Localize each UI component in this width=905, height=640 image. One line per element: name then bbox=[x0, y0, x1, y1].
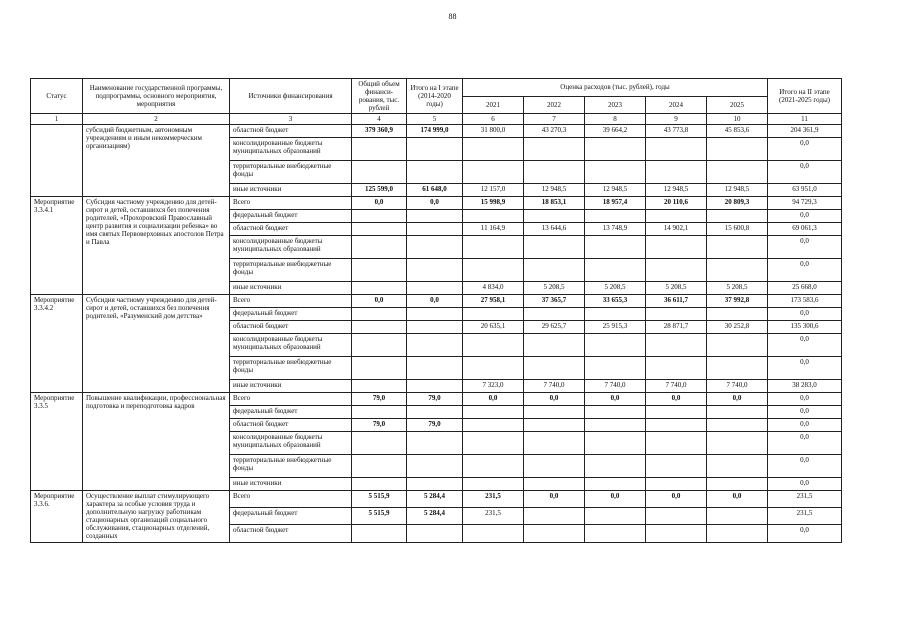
stage2-total-cell: 0,0 bbox=[768, 478, 842, 491]
year-value-cell bbox=[707, 259, 768, 282]
year-value-cell bbox=[463, 210, 524, 223]
source-cell: иные источники bbox=[230, 478, 352, 491]
year-value-cell bbox=[707, 432, 768, 455]
stage2-total-cell: 94 729,3 bbox=[768, 197, 842, 210]
table-row bbox=[31, 491, 842, 508]
stage2-total-cell: 0,0 bbox=[768, 161, 842, 184]
stage2-total-cell: 69 061,3 bbox=[768, 223, 842, 236]
year-value-cell bbox=[585, 138, 646, 161]
stage1-cell: 0,0 bbox=[407, 295, 463, 308]
source-cell: федеральный бюджет bbox=[230, 406, 352, 419]
year-value-cell: 13 644,6 bbox=[524, 223, 585, 236]
year-value-cell: 12 948,5 bbox=[524, 184, 585, 197]
stage1-cell bbox=[407, 259, 463, 282]
source-cell: Всего bbox=[230, 491, 352, 508]
source-cell: территориальные внебюджетные фонды bbox=[230, 357, 352, 380]
year-value-cell: 45 853,6 bbox=[707, 125, 768, 138]
year-value-cell: 25 915,3 bbox=[585, 321, 646, 334]
year-value-cell bbox=[707, 406, 768, 419]
year-value-cell bbox=[463, 259, 524, 282]
year-value-cell: 43 773,8 bbox=[646, 125, 707, 138]
table-header bbox=[31, 79, 842, 125]
year-value-cell bbox=[524, 525, 585, 542]
year-value-cell bbox=[707, 419, 768, 432]
table-row bbox=[31, 295, 842, 308]
year-value-cell: 15 998,9 bbox=[463, 197, 524, 210]
year-value-cell bbox=[707, 508, 768, 525]
page-number: 88 bbox=[448, 12, 457, 21]
year-value-cell bbox=[707, 236, 768, 259]
year-value-cell: 0,0 bbox=[463, 393, 524, 406]
year-value-cell bbox=[585, 406, 646, 419]
column-index: 3 bbox=[230, 114, 352, 125]
source-cell: федеральный бюджет bbox=[230, 308, 352, 321]
source-cell: иные источники bbox=[230, 380, 352, 393]
year-value-cell bbox=[707, 455, 768, 478]
total-volume-cell: 79,0 bbox=[352, 419, 407, 432]
year-value-cell bbox=[585, 236, 646, 259]
program-name-cell: Повышение квалификации, профессиональная подготовка и переподготовка кадров bbox=[83, 393, 230, 491]
budget-table bbox=[30, 78, 842, 543]
stage1-cell: 79,0 bbox=[407, 393, 463, 406]
year-value-cell bbox=[463, 419, 524, 432]
year-value-cell bbox=[463, 334, 524, 357]
year-value-cell bbox=[585, 419, 646, 432]
stage2-total-cell: 0,0 bbox=[768, 259, 842, 282]
total-volume-cell bbox=[352, 321, 407, 334]
stage2-total-cell: 0,0 bbox=[768, 308, 842, 321]
stage2-total-cell: 0,0 bbox=[768, 525, 842, 542]
year-value-cell: 0,0 bbox=[707, 393, 768, 406]
year-value-cell: 7 323,0 bbox=[463, 380, 524, 393]
year-value-cell bbox=[463, 478, 524, 491]
year-value-cell bbox=[707, 334, 768, 357]
col-total-volume: Общий объем финанси-рования, тыс. рублей bbox=[352, 79, 407, 114]
year-value-cell: 12 948,5 bbox=[585, 184, 646, 197]
year-value-cell: 0,0 bbox=[646, 393, 707, 406]
stage2-total-cell: 0,0 bbox=[768, 432, 842, 455]
year-value-cell bbox=[524, 308, 585, 321]
stage1-cell: 61 648,0 bbox=[407, 184, 463, 197]
source-cell: Всего bbox=[230, 197, 352, 210]
year-value-cell: 7 740,0 bbox=[585, 380, 646, 393]
table-body bbox=[31, 125, 842, 542]
year-value-cell bbox=[524, 161, 585, 184]
total-volume-cell bbox=[352, 357, 407, 380]
stage2-total-cell: 135 300,6 bbox=[768, 321, 842, 334]
stage1-cell: 5 284,4 bbox=[407, 491, 463, 508]
year-value-cell: 33 655,3 bbox=[585, 295, 646, 308]
source-cell: областной бюджет bbox=[230, 419, 352, 432]
year-value-cell bbox=[524, 419, 585, 432]
total-volume-cell bbox=[352, 223, 407, 236]
year-value-cell bbox=[524, 478, 585, 491]
year-value-cell: 0,0 bbox=[585, 491, 646, 508]
year-value-cell: 7 740,0 bbox=[646, 380, 707, 393]
total-volume-cell: 0,0 bbox=[352, 295, 407, 308]
year-value-cell bbox=[646, 525, 707, 542]
year-value-cell bbox=[585, 508, 646, 525]
col-name: Наименование государственной программы, подпрограммы, основного мероприятия, мероприятия bbox=[83, 79, 230, 114]
year-value-cell: 43 270,3 bbox=[524, 125, 585, 138]
year-value-cell bbox=[463, 236, 524, 259]
stage2-total-cell: 63 951,0 bbox=[768, 184, 842, 197]
year-value-cell bbox=[524, 334, 585, 357]
year-value-cell: 12 157,0 bbox=[463, 184, 524, 197]
column-index: 6 bbox=[463, 114, 524, 125]
stage2-total-cell: 25 668,0 bbox=[768, 282, 842, 295]
year-value-cell: 15 600,8 bbox=[707, 223, 768, 236]
year-value-cell: 0,0 bbox=[524, 491, 585, 508]
source-cell: иные источники bbox=[230, 184, 352, 197]
stage2-total-cell: 0,0 bbox=[768, 334, 842, 357]
year-value-cell bbox=[463, 406, 524, 419]
year-value-cell bbox=[585, 525, 646, 542]
source-cell: консолидированные бюджеты муниципальных образований bbox=[230, 236, 352, 259]
year-value-cell bbox=[585, 357, 646, 380]
year-value-cell bbox=[707, 210, 768, 223]
year-value-cell bbox=[463, 308, 524, 321]
year-value-cell: 0,0 bbox=[585, 393, 646, 406]
year-value-cell bbox=[524, 138, 585, 161]
year-value-cell bbox=[463, 138, 524, 161]
stage2-total-cell: 0,0 bbox=[768, 406, 842, 419]
year-value-cell bbox=[524, 357, 585, 380]
year-value-cell bbox=[707, 357, 768, 380]
total-volume-cell bbox=[352, 282, 407, 295]
total-volume-cell: 0,0 bbox=[352, 197, 407, 210]
stage1-cell bbox=[407, 406, 463, 419]
total-volume-cell: 379 360,9 bbox=[352, 125, 407, 138]
stage1-cell bbox=[407, 334, 463, 357]
column-index: 9 bbox=[646, 114, 707, 125]
total-volume-cell: 5 515,9 bbox=[352, 508, 407, 525]
source-cell: Всего bbox=[230, 295, 352, 308]
year-value-cell bbox=[646, 478, 707, 491]
year-value-cell: 5 208,5 bbox=[646, 282, 707, 295]
year-value-cell: 231,5 bbox=[463, 508, 524, 525]
total-volume-cell bbox=[352, 478, 407, 491]
year-value-cell: 20 635,1 bbox=[463, 321, 524, 334]
year-value-cell bbox=[646, 210, 707, 223]
year-value-cell bbox=[585, 308, 646, 321]
stage1-cell bbox=[407, 380, 463, 393]
status-cell bbox=[31, 125, 83, 197]
year-value-cell: 27 958,1 bbox=[463, 295, 524, 308]
stage1-cell bbox=[407, 282, 463, 295]
col-year: 2023 bbox=[585, 96, 646, 114]
source-cell: Всего bbox=[230, 393, 352, 406]
total-volume-cell bbox=[352, 380, 407, 393]
stage1-cell bbox=[407, 138, 463, 161]
year-value-cell: 5 208,5 bbox=[524, 282, 585, 295]
column-index: 5 bbox=[407, 114, 463, 125]
stage1-cell bbox=[407, 432, 463, 455]
column-index: 4 bbox=[352, 114, 407, 125]
status-cell: Мероприятие 3.3.6. bbox=[31, 491, 83, 542]
column-index: 7 bbox=[524, 114, 585, 125]
year-value-cell: 18 957,4 bbox=[585, 197, 646, 210]
stage1-cell bbox=[407, 161, 463, 184]
source-cell: областной бюджет bbox=[230, 223, 352, 236]
total-volume-cell bbox=[352, 308, 407, 321]
col-stage2: Итого на II этапе (2021-2025 годы) bbox=[768, 79, 842, 114]
stage1-cell bbox=[407, 236, 463, 259]
year-value-cell bbox=[646, 161, 707, 184]
stage2-total-cell: 0,0 bbox=[768, 357, 842, 380]
total-volume-cell bbox=[352, 138, 407, 161]
stage1-cell bbox=[407, 308, 463, 321]
year-value-cell: 4 834,0 bbox=[463, 282, 524, 295]
total-volume-cell bbox=[352, 432, 407, 455]
column-index: 8 bbox=[585, 114, 646, 125]
stage1-cell: 79,0 bbox=[407, 419, 463, 432]
stage2-total-cell: 204 361,9 bbox=[768, 125, 842, 138]
source-cell: областной бюджет bbox=[230, 321, 352, 334]
stage2-total-cell: 0,0 bbox=[768, 210, 842, 223]
year-value-cell bbox=[707, 478, 768, 491]
year-value-cell: 31 800,0 bbox=[463, 125, 524, 138]
stage1-cell bbox=[407, 357, 463, 380]
stage2-total-cell: 231,5 bbox=[768, 508, 842, 525]
stage1-cell bbox=[407, 223, 463, 236]
year-value-cell: 12 948,5 bbox=[646, 184, 707, 197]
column-index: 2 bbox=[83, 114, 230, 125]
col-year: 2021 bbox=[463, 96, 524, 114]
year-value-cell bbox=[646, 357, 707, 380]
source-cell: иные источники bbox=[230, 282, 352, 295]
year-value-cell bbox=[585, 455, 646, 478]
program-name-cell: Осуществление выплат стимулирующего характера за особые условия труда и дополнительную нагрузку работникам стационарных организаций социального обслуживания, стационарных отделений, созданных bbox=[83, 491, 230, 542]
total-volume-cell bbox=[352, 334, 407, 357]
year-value-cell: 37 992,8 bbox=[707, 295, 768, 308]
year-value-cell bbox=[524, 508, 585, 525]
total-volume-cell: 125 599,0 bbox=[352, 184, 407, 197]
year-value-cell bbox=[646, 308, 707, 321]
year-value-cell: 28 871,7 bbox=[646, 321, 707, 334]
total-volume-cell bbox=[352, 236, 407, 259]
col-status: Статус bbox=[31, 79, 83, 114]
year-value-cell: 231,5 bbox=[463, 491, 524, 508]
year-value-cell bbox=[646, 432, 707, 455]
source-cell: территориальные внебюджетные фонды bbox=[230, 161, 352, 184]
status-cell: Мероприятие 3.3.5 bbox=[31, 393, 83, 491]
year-value-cell: 7 740,0 bbox=[524, 380, 585, 393]
year-value-cell bbox=[646, 138, 707, 161]
year-value-cell: 14 902,1 bbox=[646, 223, 707, 236]
year-value-cell bbox=[585, 478, 646, 491]
year-value-cell bbox=[585, 259, 646, 282]
year-value-cell: 36 611,7 bbox=[646, 295, 707, 308]
total-volume-cell bbox=[352, 406, 407, 419]
total-volume-cell bbox=[352, 525, 407, 542]
year-value-cell bbox=[707, 161, 768, 184]
column-index: 10 bbox=[707, 114, 768, 125]
year-value-cell: 0,0 bbox=[646, 491, 707, 508]
year-value-cell bbox=[646, 419, 707, 432]
year-value-cell: 30 252,8 bbox=[707, 321, 768, 334]
col-stage1: Итого на I этапе (2014-2020 годы) bbox=[407, 79, 463, 114]
source-cell: территориальные внебюджетные фонды bbox=[230, 259, 352, 282]
year-value-cell: 11 164,9 bbox=[463, 223, 524, 236]
year-value-cell: 37 365,7 bbox=[524, 295, 585, 308]
table-row bbox=[31, 125, 842, 138]
year-value-cell bbox=[585, 161, 646, 184]
stage1-cell bbox=[407, 455, 463, 478]
year-value-cell bbox=[646, 508, 707, 525]
stage1-cell bbox=[407, 210, 463, 223]
year-value-cell bbox=[524, 406, 585, 419]
table-row bbox=[31, 393, 842, 406]
column-index: 1 bbox=[31, 114, 83, 125]
total-volume-cell bbox=[352, 210, 407, 223]
year-value-cell bbox=[707, 525, 768, 542]
source-cell: областной бюджет bbox=[230, 525, 352, 542]
column-index: 11 bbox=[768, 114, 842, 125]
year-value-cell bbox=[646, 334, 707, 357]
year-value-cell bbox=[524, 259, 585, 282]
total-volume-cell bbox=[352, 161, 407, 184]
year-value-cell bbox=[646, 259, 707, 282]
year-value-cell: 5 208,5 bbox=[707, 282, 768, 295]
column-index-row bbox=[31, 114, 842, 125]
col-year: 2025 bbox=[707, 96, 768, 114]
year-value-cell: 5 208,5 bbox=[585, 282, 646, 295]
source-cell: федеральный бюджет bbox=[230, 508, 352, 525]
year-value-cell: 13 748,9 bbox=[585, 223, 646, 236]
status-cell: Мероприятие 3.3.4.1 bbox=[31, 197, 83, 295]
year-value-cell bbox=[585, 210, 646, 223]
year-value-cell bbox=[463, 525, 524, 542]
status-cell: Мероприятие 3.3.4.2 bbox=[31, 295, 83, 393]
year-value-cell: 12 948,5 bbox=[707, 184, 768, 197]
year-value-cell: 29 625,7 bbox=[524, 321, 585, 334]
year-value-cell: 0,0 bbox=[707, 491, 768, 508]
year-value-cell: 0,0 bbox=[524, 393, 585, 406]
year-value-cell bbox=[646, 236, 707, 259]
year-value-cell bbox=[524, 236, 585, 259]
source-cell: консолидированные бюджеты муниципальных образований bbox=[230, 432, 352, 455]
stage2-total-cell: 0,0 bbox=[768, 236, 842, 259]
year-value-cell bbox=[707, 308, 768, 321]
year-value-cell bbox=[463, 455, 524, 478]
year-value-cell bbox=[707, 138, 768, 161]
source-cell: консолидированные бюджеты муниципальных образований bbox=[230, 138, 352, 161]
year-value-cell bbox=[646, 406, 707, 419]
source-cell: консолидированные бюджеты муниципальных образований bbox=[230, 334, 352, 357]
source-cell: федеральный бюджет bbox=[230, 210, 352, 223]
stage2-total-cell: 0,0 bbox=[768, 393, 842, 406]
stage1-cell: 5 284,4 bbox=[407, 508, 463, 525]
year-value-cell bbox=[585, 432, 646, 455]
year-value-cell: 7 740,0 bbox=[707, 380, 768, 393]
stage1-cell: 174 999,0 bbox=[407, 125, 463, 138]
program-name-cell: Субсидия частному учреждению для детей-сирот и детей, оставшихся без попечения родителей, «Прохоровский Православный центр развития и социализации ребенка» во имя святых Первоверховных апостолов Петра и Павла bbox=[83, 197, 230, 295]
year-value-cell: 20 110,6 bbox=[646, 197, 707, 210]
year-value-cell bbox=[463, 432, 524, 455]
year-value-cell bbox=[646, 455, 707, 478]
year-value-cell bbox=[463, 161, 524, 184]
col-year: 2024 bbox=[646, 96, 707, 114]
stage2-total-cell: 0,0 bbox=[768, 455, 842, 478]
year-value-cell bbox=[524, 432, 585, 455]
col-sources: Источники финансирования bbox=[230, 79, 352, 114]
total-volume-cell bbox=[352, 455, 407, 478]
stage2-total-cell: 0,0 bbox=[768, 138, 842, 161]
col-estimate: Оценка расходов (тыс. рублей), годы bbox=[463, 79, 768, 97]
total-volume-cell: 79,0 bbox=[352, 393, 407, 406]
year-value-cell: 20 809,3 bbox=[707, 197, 768, 210]
stage2-total-cell: 173 583,6 bbox=[768, 295, 842, 308]
total-volume-cell: 5 515,9 bbox=[352, 491, 407, 508]
source-cell: областной бюджет bbox=[230, 125, 352, 138]
year-value-cell bbox=[585, 334, 646, 357]
stage1-cell bbox=[407, 525, 463, 542]
stage2-total-cell: 231,5 bbox=[768, 491, 842, 508]
year-value-cell bbox=[524, 455, 585, 478]
col-year: 2022 bbox=[524, 96, 585, 114]
source-cell: территориальные внебюджетные фонды bbox=[230, 455, 352, 478]
stage1-cell bbox=[407, 478, 463, 491]
year-value-cell: 18 853,1 bbox=[524, 197, 585, 210]
total-volume-cell bbox=[352, 259, 407, 282]
program-name-cell: субсидий бюджетным, автономным учреждениям и иным некоммерческим организациям) bbox=[83, 125, 230, 197]
table-row bbox=[31, 197, 842, 210]
year-value-cell bbox=[463, 357, 524, 380]
stage2-total-cell: 0,0 bbox=[768, 419, 842, 432]
program-name-cell: Субсидия частному учреждению для детей-сирот и детей, оставшихся без попечения родителей, «Разуменский дом детства» bbox=[83, 295, 230, 393]
year-value-cell bbox=[524, 210, 585, 223]
stage2-total-cell: 38 283,0 bbox=[768, 380, 842, 393]
stage1-cell: 0,0 bbox=[407, 197, 463, 210]
stage1-cell bbox=[407, 321, 463, 334]
year-value-cell: 39 664,2 bbox=[585, 125, 646, 138]
